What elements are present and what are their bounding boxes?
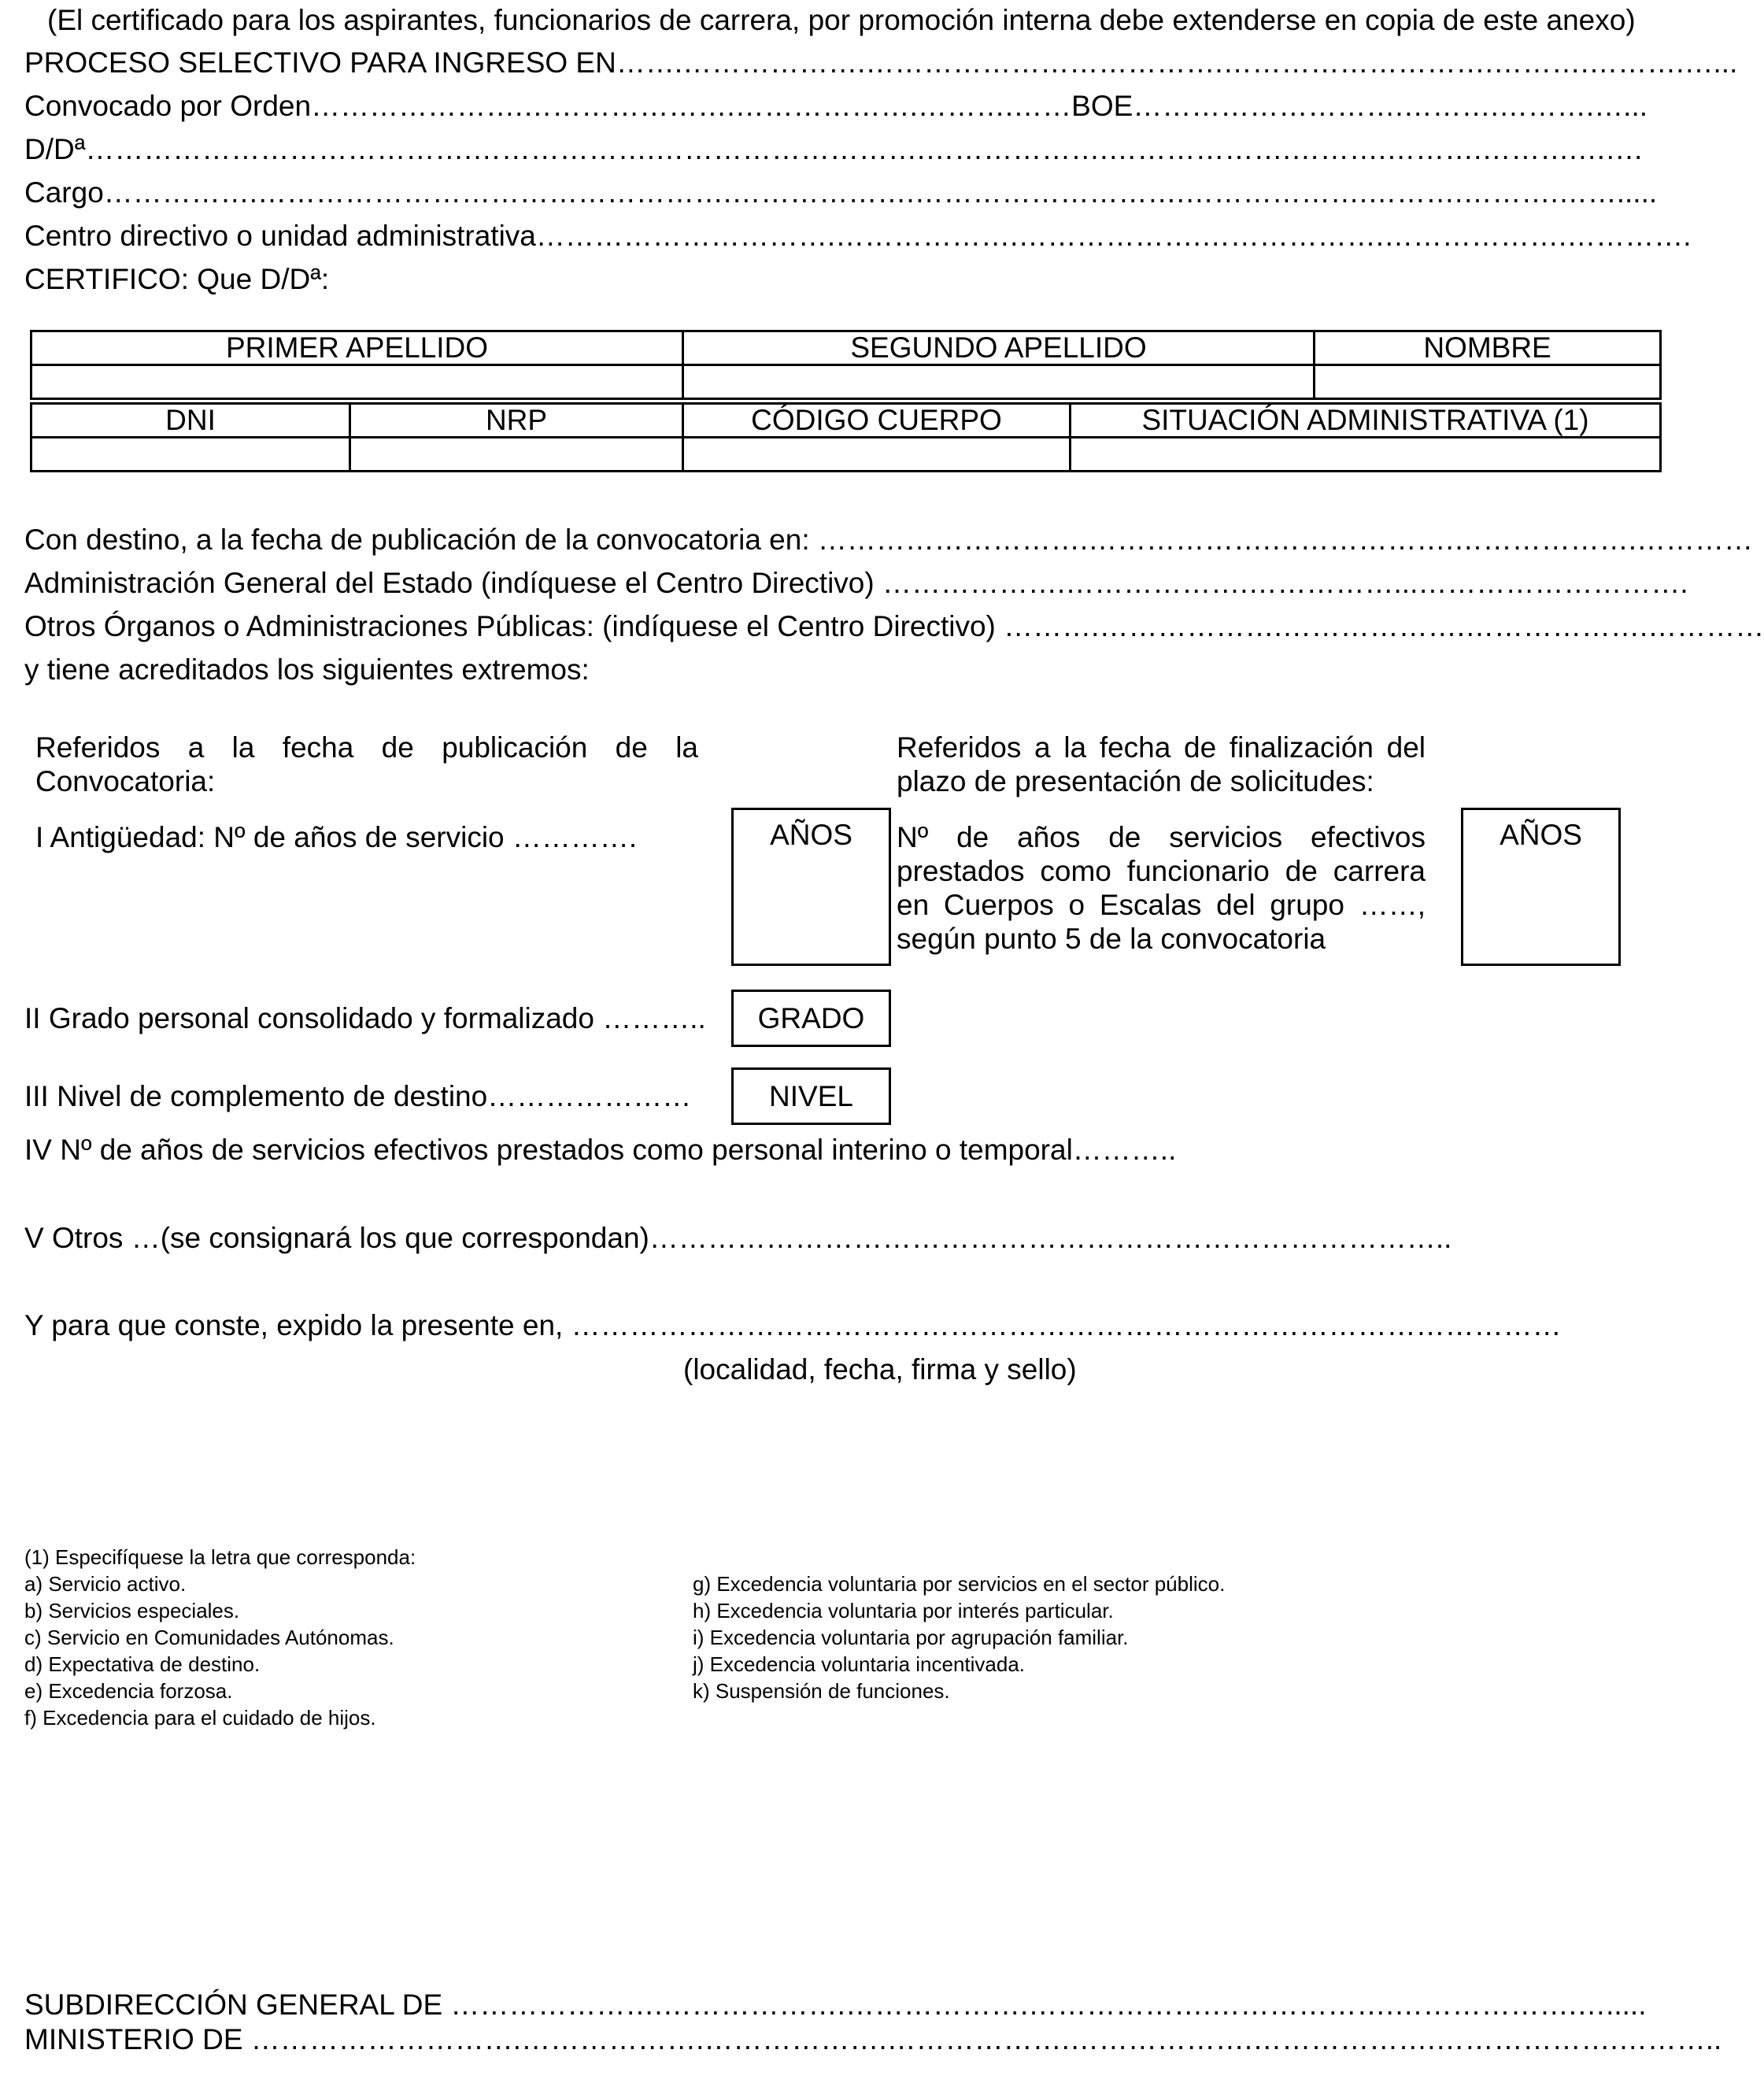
identity-table-2: [30, 402, 1662, 472]
header-nrp: NRP: [350, 404, 683, 438]
interino-label[interactable]: IV Nº de años de servicios efectivos prestados como personal interino o temporal………..: [24, 1134, 1177, 1166]
field-label: Administración General del Estado (indíquese el Centro Directivo): [24, 567, 875, 599]
field-label: Otros Órganos o Administraciones Públicas: (indíquese el Centro Directivo): [24, 610, 996, 642]
field-cargo[interactable]: [24, 171, 1658, 215]
field-age[interactable]: [24, 561, 1688, 605]
header-segundo-apellido: SEGUNDO APELLIDO: [683, 331, 1315, 365]
acreditados-label: [24, 648, 1635, 692]
list-item: g) Excedencia voluntaria por servicios en el sector público.: [693, 1572, 1226, 1596]
nivel-label: III Nivel de complemento de destino…………………: [24, 1080, 692, 1112]
anos-box-left[interactable]: [731, 808, 891, 966]
anos-label: AÑOS: [770, 819, 852, 851]
field-label: Centro directivo o unidad administrativa: [24, 220, 536, 252]
input-codigo-cuerpo[interactable]: [683, 438, 1071, 472]
subdireccion-field[interactable]: SUBDIRECCIÓN GENERAL DE ………………….……………….……………….……………….……………….……………….….....: [24, 1989, 1647, 2021]
field-dd[interactable]: [24, 128, 1644, 172]
input-segundo-apellido[interactable]: [683, 365, 1315, 399]
header-dni: DNI: [31, 404, 350, 438]
table-row: [31, 331, 1661, 365]
firma-label: (localidad, fecha, firma y sello): [683, 1353, 1077, 1386]
input-primer-apellido[interactable]: [31, 365, 683, 399]
grado-box[interactable]: [731, 990, 891, 1047]
nivel-box-label: NIVEL: [769, 1080, 853, 1112]
field-dots: ……………….……………….……………...……………………….: [874, 567, 1688, 599]
list-item: k) Suspensión de funciones.: [693, 1679, 950, 1703]
header-nombre: NOMBRE: [1315, 331, 1661, 365]
col-right-heading: Referidos a la fecha de finalización del plazo de presentación de solicitudes:: [897, 731, 1426, 797]
list-item: c) Servicio en Comunidades Autónomas.: [24, 1626, 394, 1649]
certifico-label: CERTIFICO: Que D/Dª:: [24, 263, 330, 295]
field-dots: …….……………….……………………………….……………………….……….……….…...: [616, 46, 1738, 79]
list-item: i) Excedencia voluntaria por agrupación familiar.: [693, 1626, 1129, 1649]
field-label: PROCESO SELECTIVO PARA INGRESO EN: [24, 46, 616, 79]
field-otros-organos[interactable]: [24, 605, 1764, 649]
field-dots: ………………….………………….……………….……….……BOE……………………….……….……….…...: [311, 90, 1648, 122]
input-situacion-administrativa[interactable]: [1071, 438, 1661, 472]
table-row: [31, 404, 1661, 438]
otros-label[interactable]: V Otros …(se consignará los que correspondan)………………………………………………………………………..: [24, 1222, 1452, 1254]
footnote-left-list: [24, 1571, 394, 1731]
field-dots: ……….……………….……………….……………….…………: [995, 610, 1764, 642]
field-dots: ………………………….……………….……………….……………….……………….………….: [535, 220, 1692, 252]
list-item: e) Excedencia forzosa.: [24, 1679, 233, 1703]
field-label: Convocado por Orden: [24, 90, 312, 122]
servicios-text: Nº de años de servicios efectivos prestados como funcionario de carrera en Cuerpos o Escalas del grupo ……, según punto 5 de la convocatoria: [897, 821, 1426, 955]
ministerio-field[interactable]: MINISTERIO DE ……………………….……………….……………….……………….……………….……………….……………….………..: [24, 2023, 1722, 2055]
field-centro-directivo[interactable]: [24, 214, 1692, 258]
header-situacion-administrativa: SITUACIÓN ADMINISTRATIVA (1): [1071, 404, 1661, 438]
header-codigo-cuerpo: CÓDIGO CUERPO: [683, 404, 1071, 438]
identity-table: [30, 330, 1662, 400]
list-item: f) Excedencia para el cuidado de hijos.: [24, 1706, 376, 1730]
input-dni[interactable]: [31, 438, 350, 472]
list-item: j) Excedencia voluntaria incentivada.: [693, 1652, 1026, 1676]
field-proceso-selectivo[interactable]: [24, 41, 1738, 85]
field-dots: ………………………………….……………….……………………….……………….……………….……….……….……….….…: [85, 133, 1644, 165]
header-primer-apellido: PRIMER APELLIDO: [31, 331, 683, 365]
field-label: Con destino, a la fecha de publicación de la convocatoria en:: [24, 524, 810, 556]
grado-box-label: GRADO: [757, 1002, 865, 1034]
anos-label: AÑOS: [1500, 819, 1582, 851]
field-convocado-por-orden[interactable]: [24, 84, 1648, 128]
col-left-heading: Referidos a la fecha de publicación de la Convocatoria:: [35, 731, 698, 797]
field-con-destino[interactable]: [24, 518, 1754, 562]
footnote-right-list: [693, 1571, 1225, 1704]
input-nrp[interactable]: [350, 438, 683, 472]
list-item: d) Expectativa de destino.: [24, 1652, 261, 1676]
list-item: b) Servicios especiales.: [24, 1599, 240, 1622]
list-item: h) Excedencia voluntaria por interés particular.: [693, 1599, 1114, 1622]
field-label: Cargo: [24, 176, 104, 209]
table-row: [31, 438, 1661, 472]
input-nombre[interactable]: [1315, 365, 1661, 399]
anos-box-right[interactable]: [1461, 808, 1621, 966]
expido-label[interactable]: Y para que conste, expido la presente en, …………………………………………………………………………………………: [24, 1309, 1562, 1341]
footnote-title: (1) Especifíquese la letra que corresponda:: [24, 1545, 416, 1569]
field-label: D/Dª: [24, 133, 86, 165]
field-dots: ……………………….……………….……………….……………….…………: [809, 524, 1754, 556]
grado-label: II Grado personal consolidado y formalizado ………..: [24, 1002, 706, 1034]
antiguedad-label: I Antigüedad: Nº de años de servicio ………….: [35, 821, 638, 853]
header-note: (El certificado para los aspirantes, funcionarios de carrera, por promoción interna debe extenderse en copia de este anexo): [47, 4, 1636, 36]
list-item: a) Servicio activo.: [24, 1572, 187, 1596]
table-row: [31, 365, 1661, 399]
field-label: y tiene acreditados los siguientes extremos:: [24, 653, 590, 686]
field-dots: …………….………………………………………….……………….……………………….……………….……….……….…….....: [103, 176, 1658, 209]
nivel-box[interactable]: [731, 1067, 891, 1125]
